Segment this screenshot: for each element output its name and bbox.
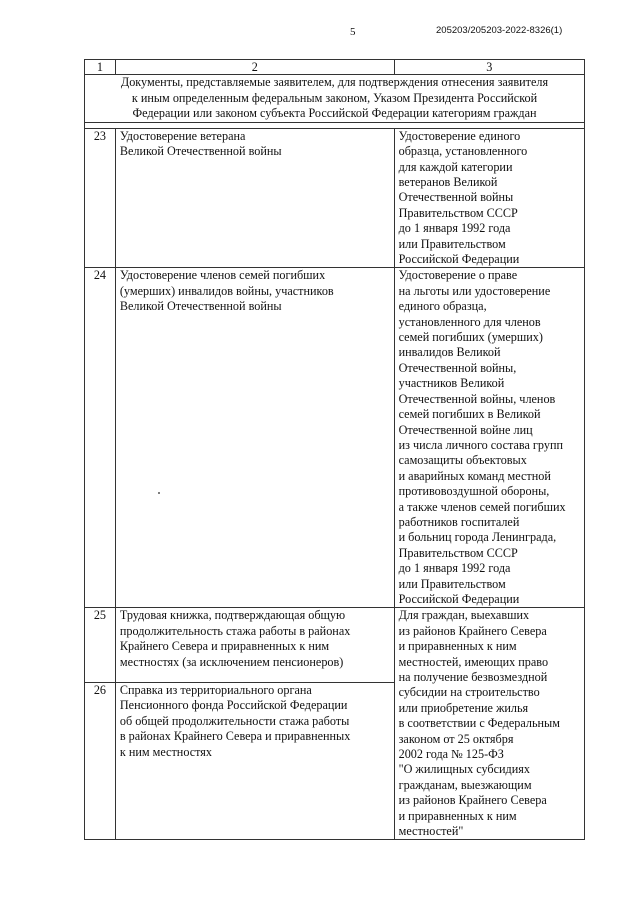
- table-row: [85, 268, 585, 608]
- row-number: 25: [85, 608, 116, 683]
- document-name: Удостоверение членов семей погибших (умерших) инвалидов войны, участников Великой Отечественной войны: [119, 268, 334, 314]
- column-number-2: 2: [115, 60, 394, 75]
- document-note: Удостоверение единого образца, установленного для каждой категории ветеранов Великой Отечественной войны Правительством СССР до 1 января 1992 года или Правительством Российской Федерации: [398, 128, 528, 267]
- document-note: Для граждан, выехавших из районов Крайнего Севера и приравненных к ним местностей, имеющих право на получение безвозмездной субсидии на строительство или приобретение жилья в соответствии с Федеральным законом от 25 октября 2002 года № 125-ФЗ "О жилищных субсидиях гражданам, выезжающим из районов Крайнего Севера и приравненных к ним местностей": [398, 608, 560, 839]
- document-note: Удостоверение о праве на льготы или удостоверение единого образца, установленного для членов семей погибших (умерших) инвалидов Великой Отечественной войны, участников Великой Отечественной войны, членов семей погибших в Великой Отечественной войне лиц из числа личного состава групп самозащиты объектовых и аварийных команд местной противовоздушной обороны, а также членов семей погибших работников госпиталей и больниц города Ленинграда, Правительством СССР до 1 января 1992 года или Правительством Российской Федерации: [398, 268, 566, 606]
- section-title-row: [85, 75, 585, 123]
- document-name: Трудовая книжка, подтверждающая общую продолжительность стажа работы в районах Крайнего Севера и приравненных к ним местностях (за исключением пенсионеров): [119, 608, 351, 669]
- document-name: Удостоверение ветерана Великой Отечественной войны: [119, 128, 282, 159]
- row-number: 24: [85, 268, 116, 608]
- row-number: 23: [85, 128, 116, 268]
- section-title: Документы, представляемые заявителем, для подтверждения отнесения заявителя к иным определенным федеральным законом, Указом Президента Российской Федерации или законом субъекта Российской Федерации категориям граждан: [85, 75, 585, 123]
- table-row: [85, 128, 585, 268]
- column-number-3: 3: [394, 60, 584, 75]
- page-number: 5: [350, 26, 356, 38]
- document-name: Справка из территориального органа Пенсионного фонда Российской Федерации об общей продолжительности стажа работы в районах Крайнего Севера и приравненных к ним местностях: [119, 682, 351, 759]
- document-id: 205203/205203-2022-8326(1): [436, 25, 563, 36]
- row-number: 26: [85, 682, 116, 840]
- column-number-row: [85, 60, 585, 75]
- column-number-1: 1: [85, 60, 116, 75]
- table-row: [85, 608, 585, 683]
- documents-table: [84, 59, 585, 840]
